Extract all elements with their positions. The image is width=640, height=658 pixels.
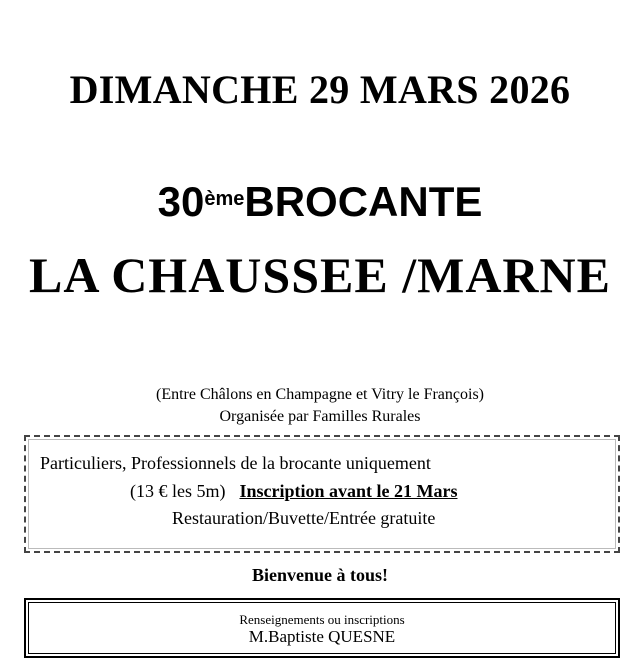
info-box [24,435,620,553]
contact-name: M.Baptiste QUESNE [248,627,396,646]
audience-text: Particuliers, Professionnels de la brocante uniquement [40,453,431,473]
services-text: Restauration/Buvette/Entrée gratuite [172,508,436,528]
registration-deadline: Inscription avant le 21 Mars [239,481,458,501]
organizer-note: Organisée par Familles Rurales [219,408,421,425]
edition-heading [0,176,640,228]
contact-box [24,598,620,658]
price-line [130,481,457,502]
location-note: (Entre Châlons en Champagne et Vitry le François) [156,386,484,403]
contact-label: Renseignements ou inscriptions [239,612,405,627]
event-type: BROCANTE [244,178,483,225]
welcome-text: Bienvenue à tous! [251,565,388,585]
location-heading: LA CHAUSSEE /MARNE [29,247,611,303]
price-text: (13 € les 5m) [130,481,226,501]
edition-suffix: ème [204,188,245,210]
event-date-heading: DIMANCHE 29 MARS 2026 [69,67,571,112]
edition-number: 30 [157,178,205,225]
